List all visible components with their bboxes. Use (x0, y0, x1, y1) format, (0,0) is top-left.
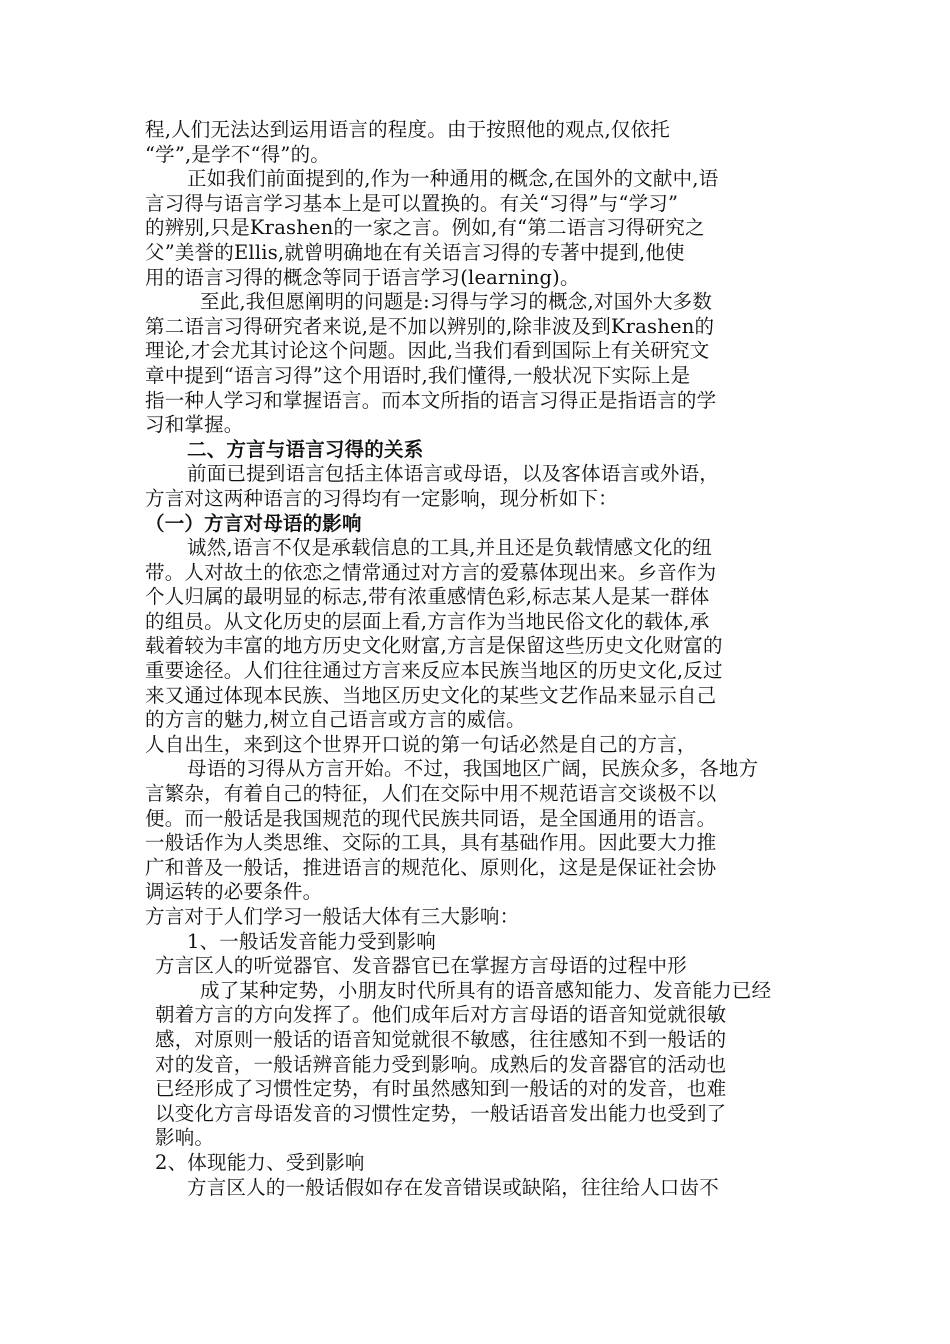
paragraph-start-line: 母语的习得从方言开始。不过，我国地区广阔，民族众多，各地方 (187, 757, 759, 781)
text-line: 父”美誉的Ellis,就曾明确地在有关语言习得的专著中提到,他使 (145, 240, 685, 264)
paragraph-start-line: 正如我们前面提到的,作为一种通用的概念,在国外的文献中,语 (187, 167, 719, 191)
paragraph-start-line: 前面已提到语言包括主体语言或母语，以及客体语言或外语， (187, 462, 719, 486)
document-page (145, 118, 810, 1225)
text-line: 言习得与语言学习基本上是可以置换的。有关“习得”与“学习” (145, 191, 679, 215)
text-line: 朝着方言的方向发挥了。他们成年后对方言母语的语音知觉就很敏 (155, 1003, 727, 1027)
text-line: 个人归属的最明显的标志,带有浓重感情色彩,标志某人是某一群体 (145, 585, 710, 609)
text-line: 言繁杂，有着自己的特征，人们在交际中用不规范语言交谈极不以 (145, 782, 717, 806)
text-line: 2、体现能力、受到影响 (155, 1150, 365, 1174)
text-line: 已经形成了习惯性定势，有时虽然感知到一般话的对的发音，也难 (155, 1077, 727, 1101)
text-line: 方言对这两种语言的习得均有一定影响，现分析如下： (145, 486, 618, 510)
text-line: 对的发音，一般话辨音能力受到影响。成熟后的发音器官的活动也 (155, 1052, 727, 1076)
text-line: 用的语言习得的概念等同于语言学习(learning)。 (145, 265, 580, 289)
text-line: 习和掌握。 (145, 413, 244, 437)
paragraph-start-line: 诚然,语言不仅是承载信息的工具,并且还是负载情感文化的纽 (187, 536, 712, 560)
text-line: 影响。 (155, 1126, 215, 1150)
paragraph-start-line: 1、一般话发音能力受到影响 (187, 929, 437, 953)
text-line: 人自出生，来到这个世界开口说的第一句话必然是自己的方言， (145, 732, 697, 756)
text-line: 第二语言习得研究者来说,是不加以辨别的,除非波及到Krashen的 (145, 314, 715, 338)
text-line: 广和普及一般话，推进语言的规范化、原则化，这是是保证社会协 (145, 855, 717, 879)
text-line: 重要途径。人们往往通过方言来反应本民族当地区的历史文化,反过 (145, 659, 723, 683)
list-item-heading: 方言区人的一般话假如存在发音错误或缺陷，往往给人口齿不 (187, 1175, 719, 1199)
paragraph-start-line: 至此,我但愿阐明的问题是:习得与学习的概念,对国外大多数 (200, 290, 713, 314)
text-line: 载着较为丰富的地方历史文化财富,方言是保留这些历史文化财富的 (145, 634, 723, 658)
text-line: 的辨别,只是Krashen的一家之言。例如,有“第二语言习得研究之 (145, 216, 705, 240)
text-line: 的方言的魅力,树立自己语言或方言的威信。 (145, 708, 526, 732)
paragraph-start-line (145, 1200, 810, 1225)
text-line: 指一种人学习和掌握语言。而本文所指的语言习得正是指语言的学 (145, 388, 717, 412)
subsection-heading: （一）方言对母语的影响 (145, 511, 362, 535)
text-line: 方言对于人们学习一般话大体有三大影响： (145, 905, 520, 928)
text-line: 一般话作为人类思维、交际的工具，具有基础作用。因此要大力推 (145, 831, 717, 855)
list-item-heading: 方言区人的听觉器官、发音器官已在掌握方言母语的过程中形 (155, 954, 687, 978)
text-line: 的组员。从文化历史的层面上看,方言作为当地民俗文化的载体,承 (145, 609, 710, 633)
text-line: 以变化方言母语发音的习惯性定势，一般话语音发出能力也受到了 (155, 1101, 727, 1125)
text-line: 章中提到“语言习得”这个用语时,我们懂得,一般状况下实际上是 (145, 363, 691, 387)
text-line: 调运转的必要条件。 (145, 880, 323, 904)
text-line: “学”,是学不“得”的。 (145, 142, 330, 166)
text-line: 感，对原则一般话的语音知觉就很不敏感，往往感知不到一般话的 (155, 1027, 727, 1051)
paragraph-start-line: 成了某种定势，小朋友时代所具有的语音感知能力、发音能力已经 (200, 978, 772, 1002)
section-heading: 二、方言与语言习得的关系 (187, 437, 424, 461)
text-line: 来又通过体现本民族、当地区历史文化的某些文艺作品来显示自己 (145, 683, 717, 707)
text-line: 程,人们无法达到运用语言的程度。由于按照他的观点,仅依托 (145, 118, 670, 141)
text-line: 理论,才会尤其讨论这个问题。因此,当我们看到国际上有关研究文 (145, 339, 710, 363)
text-line: 带。人对故土的依恋之情常通过对方言的爱慕体现出来。乡音作为 (145, 560, 717, 584)
text-line: 便。而一般话是我国规范的现代民族共同语，是全国通用的语言。 (145, 806, 717, 830)
